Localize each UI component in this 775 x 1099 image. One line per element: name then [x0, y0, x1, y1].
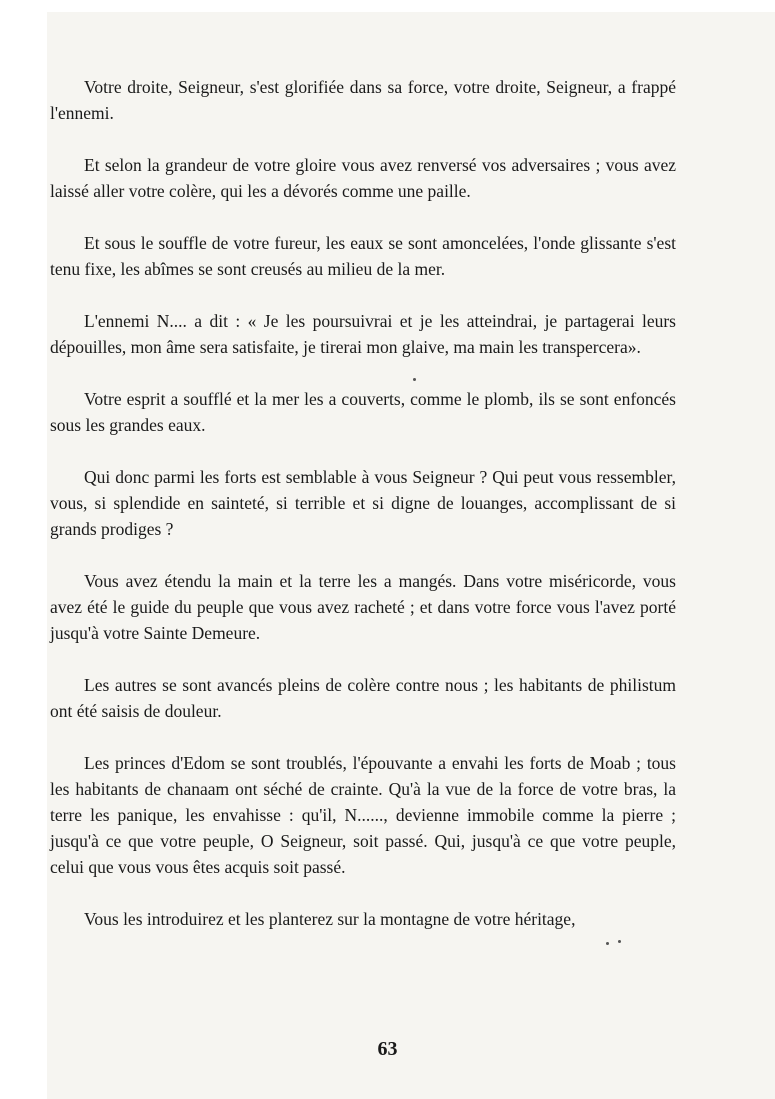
- paragraph: Les princes d'Edom se sont troublés, l'épouvante a envahi les forts de Moab ; tous les habitants de chanaam ont séché de crainte. Qu'à la vue de la force de votre bras, la terre les panique, les envahisse : qu'il, N......, devienne immobile comme la pierre ; jusqu'à ce que votre peuple, O Seigneur, soit passé. Qui, jusqu'à ce que votre peuple, celui que vous vous êtes acquis soit passé.: [50, 753, 676, 877]
- paragraph: Votre esprit a soufflé et la mer les a couverts, comme le plomb, ils se sont enfoncés sous les grandes eaux.: [50, 389, 676, 435]
- paragraph: L'ennemi N.... a dit : « Je les poursuivrai et je les atteindrai, je partagerai leurs dépouilles, mon âme sera satisfaite, je tirerai mon glaive, ma main les transpercera».: [50, 311, 676, 357]
- paragraph: Et sous le souffle de votre fureur, les eaux se sont amoncelées, l'onde glissante s'est tenu fixe, les abîmes se sont creusés au milieu de la mer.: [50, 233, 676, 279]
- paragraph: Votre droite, Seigneur, s'est glorifiée dans sa force, votre droite, Seigneur, a frappé l'ennemi.: [50, 77, 676, 123]
- paragraph: Et selon la grandeur de votre gloire vous avez renversé vos adversaires ; vous avez laissé aller votre colère, qui les a dévorés comme une paille.: [50, 155, 676, 201]
- paragraph: Les autres se sont avancés pleins de colère contre nous ; les habitants de philistum ont été saisis de douleur.: [50, 675, 676, 721]
- ink-speck: [606, 942, 609, 945]
- paragraph: Vous les introduirez et les planterez sur la montagne de votre héritage,: [84, 909, 576, 929]
- page-body: [50, 74, 676, 932]
- ink-speck: [618, 940, 621, 943]
- ink-speck: [413, 378, 416, 381]
- paragraph: Qui donc parmi les forts est semblable à vous Seigneur ? Qui peut vous ressembler, vous, si splendide en sainteté, si terrible et si digne de louanges, accomplissant de si grands prodiges ?: [50, 467, 676, 539]
- scan-margin: [0, 0, 47, 110]
- paragraph: Vous avez étendu la main et la terre les a mangés. Dans votre miséricorde, vous avez été le guide du peuple que vous avez racheté ; et dans votre force vous l'avez porté jusqu'à votre Sainte Demeure.: [50, 571, 676, 643]
- page-number: 63: [377, 1038, 398, 1060]
